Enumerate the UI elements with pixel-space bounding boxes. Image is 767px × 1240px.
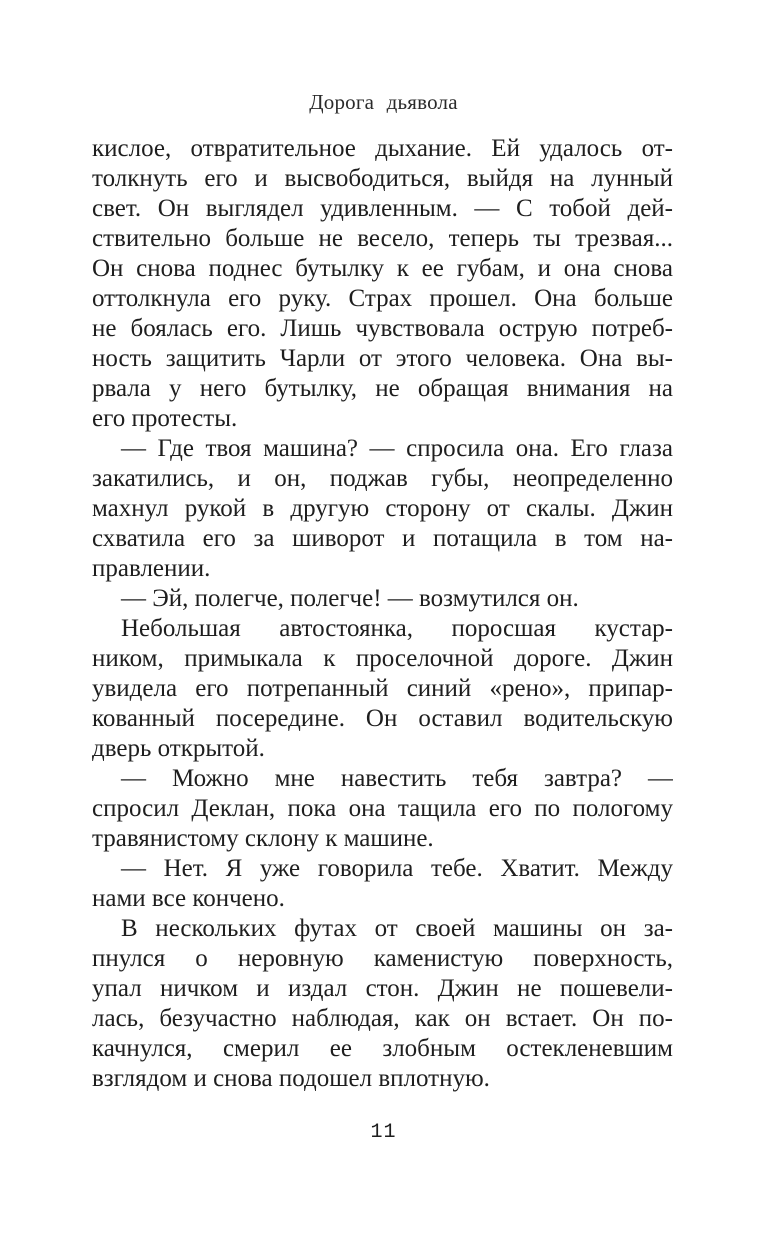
text-line: оттолкнула его руку. Страх прошел. Она больше xyxy=(92,285,673,312)
text-line: ность защитить Чарли от этого человека. Она вы- xyxy=(92,345,673,372)
text-line: свет. Он выглядел удивленным. — С тобой дей- xyxy=(92,195,673,222)
text-line: взглядом и снова подошел вплотную. xyxy=(92,1065,490,1092)
text-line: кислое, отвратительное дыхание. Ей удалось от- xyxy=(92,135,673,162)
text-line: схватила его за шиворот и потащила в том на- xyxy=(92,525,673,552)
running-title: Дорога дьявола xyxy=(309,90,458,114)
text-line: нами все кончено. xyxy=(92,885,285,912)
text-line: его протесты. xyxy=(92,405,238,432)
text-line: рвала у него бутылку, не обращая внимания на xyxy=(92,375,673,402)
text-line: кованный посередине. Он оставил водительскую xyxy=(92,705,673,732)
text-line: правлении. xyxy=(92,555,211,582)
text-line: — Можно мне навестить тебя завтра? — xyxy=(121,765,673,792)
text-line: Он снова поднес бутылку к ее губам, и она снова xyxy=(92,255,673,282)
text-line: не боялась его. Лишь чувствовала острую потреб- xyxy=(92,315,673,342)
text-line: качнулся, смерил ее злобным остекленевшим xyxy=(92,1035,673,1062)
text-line: ствительно больше не весело, теперь ты трезвая... xyxy=(92,225,673,252)
text-line: спросил Деклан, пока она тащила его по пологому xyxy=(92,795,673,822)
text-line: лась, безучастно наблюдая, как он встает. Он по- xyxy=(92,1005,673,1032)
body-text xyxy=(92,134,673,1094)
text-line: ником, примыкала к проселочной дороге. Джин xyxy=(92,645,673,672)
text-line: махнул рукой в другую сторону от скалы. Джин xyxy=(92,495,673,522)
page-number: 11 xyxy=(370,1121,397,1144)
text-line: — Нет. Я уже говорила тебе. Хватит. Между xyxy=(121,855,673,882)
text-line: закатились, и он, поджав губы, неопределенно xyxy=(92,465,673,492)
text-line: травянистому склону к машине. xyxy=(92,825,434,852)
text-line: дверь открытой. xyxy=(92,735,265,762)
text-line: Небольшая автостоянка, поросшая кустар- xyxy=(121,615,673,642)
text-line: В нескольких футах от своей машины он за- xyxy=(121,915,673,942)
text-line: — Эй, полегче, полегче! — возмутился он. xyxy=(121,585,579,612)
text-line: пнулся о неровную каменистую поверхность, xyxy=(92,945,673,972)
text-line: толкнуть его и высвободиться, выйдя на лунный xyxy=(92,165,673,192)
text-line: — Где твоя машина? — спросила она. Его глаза xyxy=(121,435,673,462)
text-line: упал ничком и издал стон. Джин не пошевели- xyxy=(92,975,673,1002)
text-line: увидела его потрепанный синий «рено», припар- xyxy=(92,675,673,702)
